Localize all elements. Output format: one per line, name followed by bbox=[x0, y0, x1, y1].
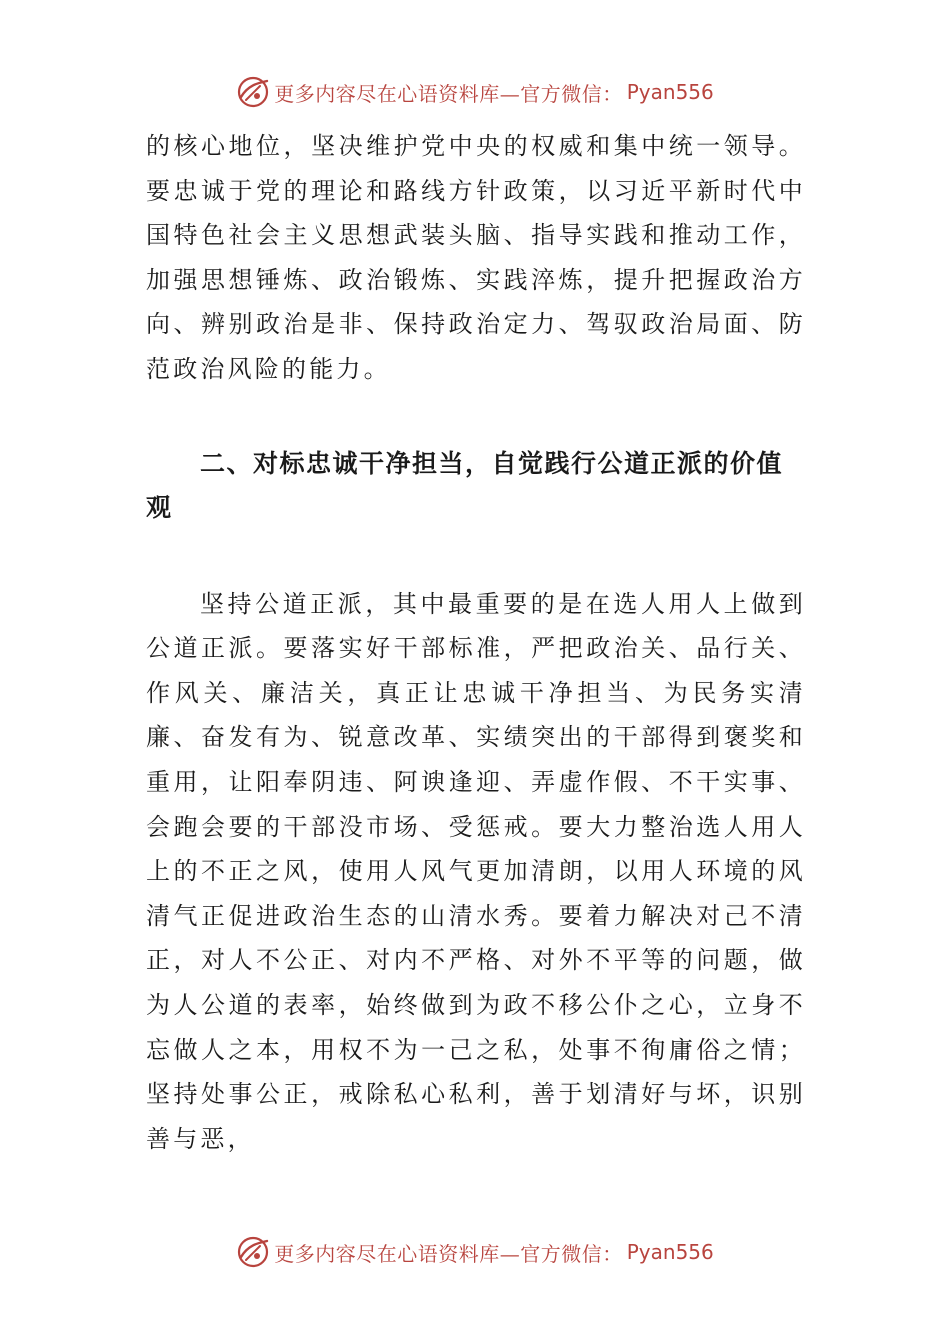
watermark-text: 更多内容尽在心语资料库—官方微信： bbox=[274, 1241, 623, 1266]
paragraph: 的核心地位，坚决维护党中央的权威和集中统一领导。要忠诚于党的理论和路线方针政策，以习近平新时代中国特色社会主义思想武装头脑、指导实践和推动工作，加强思想锤炼、政治锻炼、实践淬炼，提升把握政治方向、辨别政治是非、保持政治定力、驾驭政治局面、防范政治风险的能力。 bbox=[146, 132, 806, 383]
header-watermark bbox=[0, 70, 950, 114]
watermark-text: 更多内容尽在心语资料库—官方微信： bbox=[274, 81, 623, 106]
watermark-wechat-id: Pyan556 bbox=[626, 80, 714, 104]
footer-watermark bbox=[0, 1230, 950, 1274]
watermark-logo-icon bbox=[236, 1235, 270, 1269]
watermark-wechat-id: Pyan556 bbox=[626, 1240, 714, 1264]
document-body bbox=[146, 124, 806, 1161]
section-heading: 二、对标忠诚干净担当，自觉践行公道正派的价值观 bbox=[146, 448, 784, 522]
watermark-logo-icon bbox=[236, 75, 270, 109]
paragraph: 坚持公道正派，其中最重要的是在选人用人上做到公道正派。要落实好干部标准，严把政治关、品行关、作风关、廉洁关，真正让忠诚干净担当、为民务实清廉、奋发有为、锐意改革、实绩突出的干部得到褒奖和重用，让阳奉阴违、阿谀逢迎、弄虚作假、不干实事、会跑会要的干部没市场、受惩戒。要大力整治选人用人上的不正之风，使用人风气更加清朗，以用人环境的风清气正促进政治生态的山清水秀。要着力解决对己不清正，对人不公正、对内不严格、对外不平等的问题，做为人公道的表率，始终做到为政不移公仆之心，立身不忘做人之本，用权不为一己之私，处事不徇庸俗之情；坚持处事公正，戒除私心私利，善于划清好与坏，识别善与恶， bbox=[146, 589, 806, 1153]
